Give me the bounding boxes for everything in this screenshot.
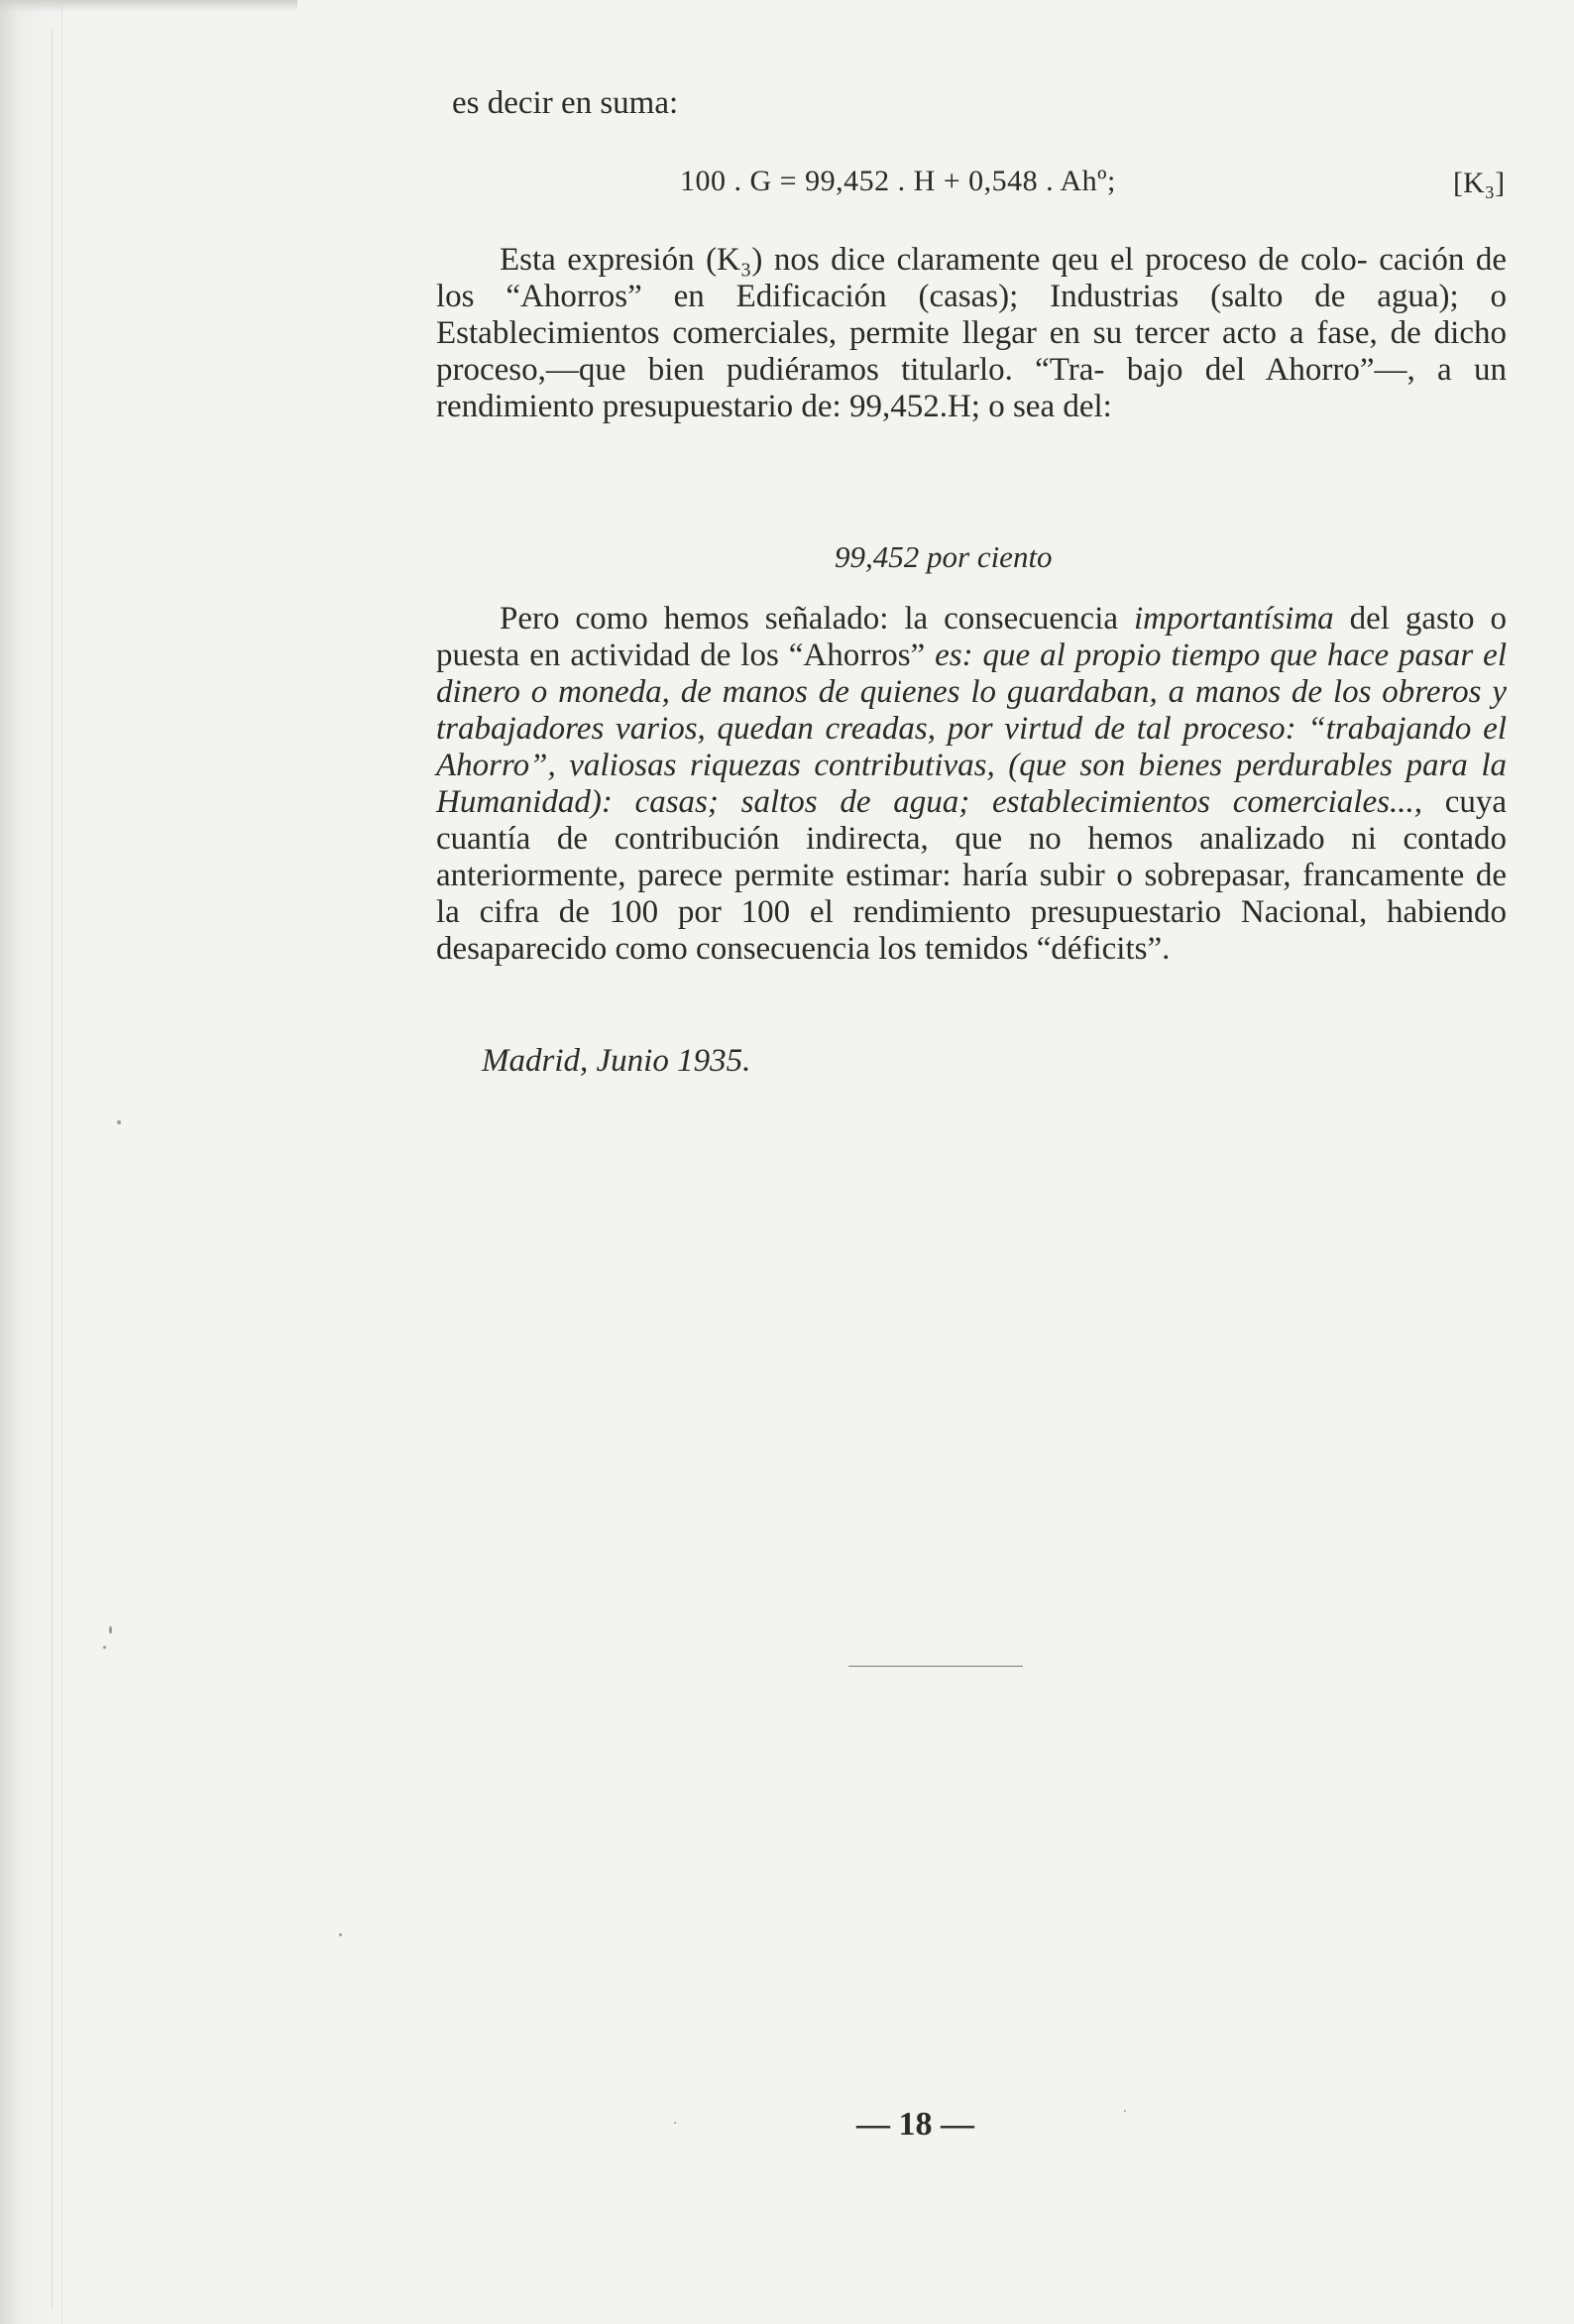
percent-statement: 99,452 por ciento <box>835 539 1053 574</box>
paragraph-2-emphasis: es: que al propio tiempo que hace pasar el dinero o moneda, de manos de quienes lo guardaban, a manos de los obreros y trabajadores varios, quedan creadas, por virtud de tal proceso: “trabajando el Ahorro”, valiosas riquezas contributivas, (que son bienes perdurables para la Humanidad): casas; saltos de agua; establecimientos comerciales..., <box>436 638 1507 820</box>
paper-speck <box>339 1933 342 1936</box>
paragraph-2 <box>436 601 1507 968</box>
formula-tag: [K₃] <box>1453 167 1506 199</box>
intro-line: es decir en suma: <box>452 85 679 121</box>
paragraph-2-text: del gasto o puesta en actividad de los “Ahorros” <box>436 601 1507 673</box>
paragraph-2-text: cuya cuantía de contribución indirecta, que no hemos analizado ni contado anteriormente, parece permite estimar: haría subir o sobrepasar, francamente de la cifra de 100 por 100 el rendimiento presupuestario Nacional, habiendo desaparecido como consecuencia los temidos “déficits”. <box>436 784 1507 967</box>
paragraph-1 <box>436 242 1507 425</box>
paragraph-1-line: o sea del: <box>988 389 1112 424</box>
paper-speck <box>103 1646 106 1649</box>
paper-speck <box>1124 2110 1126 2112</box>
paragraph-1-line: bajo del Ahorro”—, a un rendimiento presupuestario de: 99,452.H; <box>436 352 1507 424</box>
page-number: — 18 — <box>856 2106 974 2143</box>
paper-speck <box>674 2122 676 2124</box>
section-divider <box>848 1666 1023 1667</box>
paper-speck <box>109 1626 112 1634</box>
paragraph-2-text: Pero como hemos señalado: la consecuencia <box>500 601 1134 637</box>
paragraph-1-line: cación de los “Ahorros” en Edificación (casas); Industrias (salto de <box>436 242 1507 314</box>
paragraph-1-line: Esta expresión (K₃) nos dice claramente qeu el proceso de colo- <box>500 242 1368 278</box>
formula: 100 . G = 99,452 . H + 0,548 . Ahº; <box>680 165 1116 197</box>
paragraph-2-emphasis: importantísima <box>1133 601 1334 637</box>
page-corner-shadow <box>0 0 297 12</box>
signature-date: Madrid, Junio 1935. <box>482 1043 751 1079</box>
page-edge-shadow <box>0 0 69 2324</box>
paragraph-1-line: agua); o Establecimientos comerciales, permite llegar en su tercer <box>436 279 1507 351</box>
paper-speck <box>117 1120 121 1124</box>
paragraph-1-line: acto a fase, de dicho proceso,—que bien pudiéramos titularlo. “Tra- <box>436 315 1507 388</box>
